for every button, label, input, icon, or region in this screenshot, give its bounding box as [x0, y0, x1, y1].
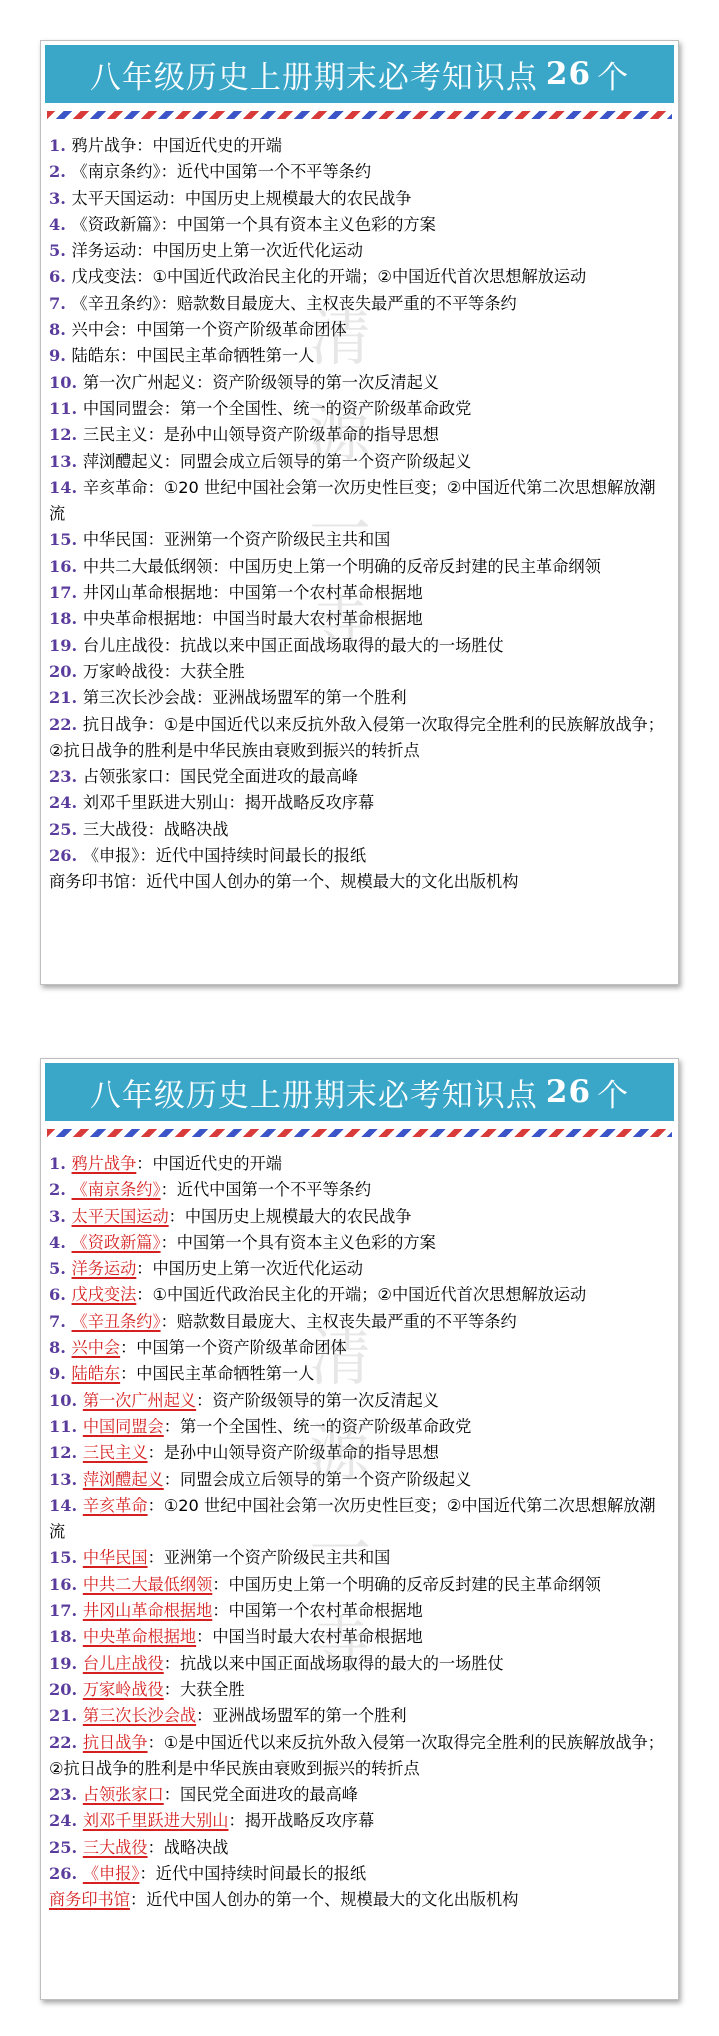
- item-separator: ：: [160, 162, 177, 182]
- title-count: 26: [545, 1074, 592, 1110]
- item-description: ①中国近代政治民主化的开端；②中国近代首次思想解放运动: [152, 1285, 587, 1305]
- knowledge-item: [49, 1282, 670, 1308]
- item-number: 1.: [49, 136, 72, 155]
- item-description: 大获全胜: [179, 1679, 245, 1699]
- item-term: 《辛丑条约》: [71, 1311, 161, 1331]
- knowledge-item: [49, 1230, 670, 1256]
- item-number: 26.: [49, 1864, 83, 1884]
- item-number: 20.: [49, 661, 83, 681]
- item-number: 24.: [49, 793, 83, 813]
- item-separator: ：: [160, 1232, 177, 1252]
- item-description: ①中国近代政治民主化的开端；②中国近代首次思想解放运动: [152, 267, 587, 287]
- item-term: 洋务运动: [71, 241, 137, 261]
- item-separator: ：: [196, 688, 213, 708]
- item-term: 《申报》: [82, 1864, 140, 1884]
- knowledge-item: [49, 1572, 670, 1598]
- item-description: 抗战以来中国正面战场取得的最大的一场胜仗: [179, 635, 504, 655]
- item-description: 中国第一个资产阶级革命团体: [136, 320, 347, 340]
- item-number: 1.: [49, 1154, 72, 1173]
- knowledge-item: [49, 1414, 670, 1440]
- item-number: 10.: [49, 1390, 83, 1410]
- item-separator: ：: [163, 661, 180, 681]
- item-description: 资产阶级领导的第一次反清起义: [212, 1390, 439, 1410]
- item-separator: ：: [163, 635, 180, 655]
- knowledge-item: [49, 133, 670, 159]
- item-separator: ：: [163, 1653, 180, 1673]
- item-description: 中国历史上第一次近代化运动: [152, 241, 363, 261]
- knowledge-item: [49, 475, 670, 528]
- knowledge-item: [49, 1256, 670, 1282]
- item-description: 国民党全面进攻的最高峰: [179, 1785, 358, 1805]
- knowledge-item: [49, 606, 670, 632]
- item-term: 《南京条约》: [71, 162, 161, 182]
- item-description: 中国历史上第一个明确的反帝反封建的民主革命纲领: [228, 556, 601, 576]
- item-term: 中国同盟会: [82, 398, 164, 418]
- item-number: 23.: [49, 767, 83, 787]
- item-separator: ：: [212, 1601, 229, 1621]
- knowledge-item: [49, 1335, 670, 1361]
- knowledge-item: [49, 238, 670, 264]
- item-description: ①20 世纪中国社会第一次历史性巨变；②中国近代第二次思想解放潮流: [49, 477, 656, 524]
- knowledge-item: [49, 869, 670, 895]
- item-separator: ：: [147, 819, 164, 839]
- item-term: 抗日战争: [82, 1732, 148, 1752]
- item-term: 《南京条约》: [71, 1180, 161, 1200]
- item-separator: ：: [163, 1416, 180, 1436]
- item-term: 占领张家口: [82, 1785, 164, 1805]
- item-number: 2.: [49, 1180, 72, 1200]
- item-separator: ：: [163, 767, 180, 787]
- item-separator: ：: [147, 530, 164, 550]
- item-term: 三大战役: [82, 819, 148, 839]
- item-separator: ：: [136, 241, 153, 261]
- item-number: 5.: [49, 241, 72, 261]
- item-term: 台儿庄战役: [82, 635, 164, 655]
- item-term: 《申报》: [82, 846, 140, 866]
- item-number: 8.: [49, 320, 72, 340]
- item-description: 亚洲战场盟军的第一个胜利: [212, 1706, 407, 1726]
- item-description: 中国民主革命牺牲第一人: [136, 1364, 315, 1384]
- item-term: 戊戌变法: [71, 1285, 137, 1305]
- item-term: 《资政新篇》: [71, 214, 161, 234]
- knowledge-list-highlighted: [41, 1137, 678, 1914]
- item-number: 22.: [49, 714, 83, 734]
- item-description: 中国第一个资产阶级革命团体: [136, 1338, 347, 1358]
- item-description: 亚洲战场盟军的第一个胜利: [212, 688, 407, 708]
- item-separator: ：: [136, 267, 153, 287]
- item-description: 近代中国人创办的第一个、规模最大的文化出版机构: [146, 1890, 519, 1910]
- item-separator: ：: [120, 1338, 137, 1358]
- knowledge-item: [49, 659, 670, 685]
- knowledge-item: [49, 1177, 670, 1203]
- item-number: 15.: [49, 530, 83, 550]
- item-separator: ：: [147, 1548, 164, 1568]
- title-text: 八年级历史上册期末必考知识点: [89, 59, 538, 96]
- item-number: 4.: [49, 1232, 72, 1252]
- title-text: 八年级历史上册期末必考知识点: [89, 1077, 538, 1114]
- item-description: 赔款数目最庞大、主权丧失最严重的不平等条约: [176, 293, 517, 313]
- item-number: 14.: [49, 1495, 83, 1515]
- item-description: 中国当时最大农村革命根据地: [212, 609, 423, 629]
- item-separator: ：: [136, 136, 153, 155]
- item-term: 萍浏醴起义: [82, 451, 164, 471]
- knowledge-item: [49, 422, 670, 448]
- knowledge-card-plain: [40, 40, 679, 985]
- knowledge-item: [49, 449, 670, 475]
- item-separator: ：: [160, 1311, 177, 1331]
- item-number: 7.: [49, 1311, 72, 1331]
- knowledge-item: [49, 317, 670, 343]
- item-separator: ：: [139, 846, 156, 866]
- item-number: 8.: [49, 1338, 72, 1358]
- item-separator: ：: [147, 1837, 164, 1857]
- item-description: 近代中国持续时间最长的报纸: [155, 846, 367, 866]
- item-description: 中国民主革命牺牲第一人: [136, 346, 315, 366]
- item-description: 近代中国持续时间最长的报纸: [155, 1864, 367, 1884]
- item-number: 25.: [49, 1837, 83, 1857]
- item-description: 赔款数目最庞大、主权丧失最严重的不平等条约: [176, 1311, 517, 1331]
- item-description: 战略决战: [163, 1837, 229, 1857]
- knowledge-item: [49, 1467, 670, 1493]
- item-separator: ：: [196, 1706, 213, 1726]
- knowledge-item: [49, 264, 670, 290]
- item-description: 中国当时最大农村革命根据地: [212, 1627, 423, 1647]
- item-number: 19.: [49, 635, 83, 655]
- item-description: 是孙中山领导资产阶级革命的指导思想: [163, 1443, 439, 1463]
- item-term: 台儿庄战役: [82, 1653, 164, 1673]
- knowledge-item: [49, 790, 670, 816]
- item-separator: ：: [129, 1890, 147, 1910]
- item-number: 25.: [49, 819, 83, 839]
- item-separator: ：: [196, 609, 213, 629]
- item-number: 13.: [49, 1469, 83, 1489]
- item-term: 抗日战争: [82, 714, 148, 734]
- item-description: 中国第一个具有资本主义色彩的方案: [176, 214, 436, 234]
- item-term: 第一次广州起义: [82, 372, 197, 392]
- title-suffix: 个: [597, 59, 630, 96]
- item-number: 10.: [49, 372, 83, 392]
- item-term: 占领张家口: [82, 767, 164, 787]
- item-term: 万家岭战役: [82, 1679, 164, 1699]
- item-term: 刘邓千里跃进大别山: [82, 793, 229, 813]
- item-term: 《资政新篇》: [71, 1232, 161, 1252]
- item-separator: ：: [147, 1443, 164, 1463]
- item-description: 近代中国人创办的第一个、规模最大的文化出版机构: [146, 872, 519, 892]
- item-term: 辛亥革命: [82, 1495, 148, 1515]
- knowledge-item: [49, 159, 670, 185]
- item-description: ①是中国近代以来反抗外敌入侵第一次取得完全胜利的民族解放战争；②抗日战争的胜利是中华民族由衰败到振兴的转折点: [49, 714, 664, 760]
- card-title: [45, 45, 674, 103]
- item-number: 7.: [49, 293, 72, 313]
- knowledge-item: [49, 1624, 670, 1650]
- knowledge-item: [49, 1440, 670, 1466]
- item-separator: ：: [163, 451, 180, 471]
- item-number: 22.: [49, 1732, 83, 1752]
- item-term: 太平天国运动: [71, 188, 169, 208]
- item-number: 15.: [49, 1548, 83, 1568]
- item-number: 20.: [49, 1679, 83, 1699]
- item-term: 鸦片战争: [71, 1154, 137, 1173]
- knowledge-item: [49, 554, 670, 580]
- card-title: [45, 1063, 674, 1121]
- item-description: 中国第一个农村革命根据地: [228, 1601, 423, 1621]
- item-number: 12.: [49, 425, 83, 445]
- item-term: 中共二大最低纲领: [82, 556, 213, 576]
- knowledge-item: [49, 843, 670, 869]
- item-separator: ：: [228, 1811, 245, 1831]
- item-separator: ：: [147, 1732, 164, 1752]
- item-description: 中国历史上规模最大的农民战争: [184, 1206, 412, 1226]
- item-term: 中华民国: [82, 1548, 148, 1568]
- item-separator: ：: [120, 346, 137, 366]
- item-number: 16.: [49, 556, 83, 576]
- item-separator: ：: [147, 714, 164, 734]
- knowledge-item: [49, 1887, 670, 1913]
- item-description: 中国近代史的开端: [152, 1154, 282, 1173]
- item-separator: ：: [196, 372, 213, 392]
- item-description: 战略决战: [163, 819, 229, 839]
- item-separator: ：: [212, 556, 229, 576]
- knowledge-item: [49, 1388, 670, 1414]
- item-description: 第一个全国性、统一的资产阶级革命政党: [179, 398, 472, 418]
- item-term: 井冈山革命根据地: [82, 1601, 213, 1621]
- item-number: 2.: [49, 162, 72, 182]
- item-separator: ：: [160, 214, 177, 234]
- item-number: 17.: [49, 583, 83, 603]
- knowledge-item: [49, 1493, 670, 1546]
- knowledge-card-highlighted: [40, 1058, 679, 2000]
- item-description: 同盟会成立后领导的第一个资产阶级起义: [179, 1469, 472, 1489]
- item-term: 《辛丑条约》: [71, 293, 161, 313]
- knowledge-item: [49, 1808, 670, 1834]
- item-separator: ：: [160, 1180, 177, 1200]
- knowledge-item: [49, 1204, 670, 1230]
- item-term: 刘邓千里跃进大别山: [82, 1811, 229, 1831]
- knowledge-item: [49, 817, 670, 843]
- item-number: 3.: [49, 1206, 72, 1226]
- knowledge-item: [49, 633, 670, 659]
- item-description: 中国近代史的开端: [152, 136, 282, 155]
- item-term: 三民主义: [82, 1443, 148, 1463]
- item-number: 21.: [49, 688, 83, 708]
- item-term: 兴中会: [71, 320, 121, 340]
- knowledge-item: [49, 764, 670, 790]
- item-term: 万家岭战役: [82, 661, 164, 681]
- item-term: 商务印书馆: [49, 872, 130, 892]
- knowledge-item: [49, 186, 670, 212]
- airmail-stripe-divider: [47, 111, 672, 119]
- item-description: ①20 世纪中国社会第一次历史性巨变；②中国近代第二次思想解放潮流: [49, 1495, 656, 1542]
- knowledge-item: [49, 1703, 670, 1729]
- item-description: 抗战以来中国正面战场取得的最大的一场胜仗: [179, 1653, 504, 1673]
- title-count: 26: [545, 56, 592, 92]
- item-number: 16.: [49, 1574, 83, 1594]
- item-term: 第三次长沙会战: [82, 688, 197, 708]
- item-description: 中国第一个具有资本主义色彩的方案: [176, 1232, 436, 1252]
- item-description: 资产阶级领导的第一次反清起义: [212, 372, 439, 392]
- item-separator: ：: [120, 1364, 137, 1384]
- item-number: 18.: [49, 609, 83, 629]
- item-term: 商务印书馆: [49, 1890, 130, 1910]
- item-number: 11.: [49, 398, 83, 418]
- item-description: 近代中国第一个不平等条约: [176, 162, 372, 182]
- knowledge-item: [49, 527, 670, 553]
- item-term: 陆皓东: [71, 346, 121, 366]
- item-description: 中国历史上第一个明确的反帝反封建的民主革命纲领: [228, 1574, 601, 1594]
- item-number: 11.: [49, 1416, 83, 1436]
- item-separator: ：: [139, 1864, 156, 1884]
- knowledge-item: [49, 685, 670, 711]
- knowledge-item: [49, 712, 670, 765]
- item-description: ①是中国近代以来反抗外敌入侵第一次取得完全胜利的民族解放战争；②抗日战争的胜利是中华民族由衰败到振兴的转折点: [49, 1732, 664, 1778]
- item-description: 揭开战略反攻序幕: [244, 793, 375, 813]
- knowledge-item: [49, 370, 670, 396]
- item-term: 鸦片战争: [71, 136, 137, 155]
- item-term: 三民主义: [82, 425, 148, 445]
- item-separator: ：: [212, 1574, 229, 1594]
- item-description: 亚洲第一个资产阶级民主共和国: [163, 530, 391, 550]
- item-separator: ：: [163, 398, 180, 418]
- item-description: 中国历史上规模最大的农民战争: [184, 188, 412, 208]
- knowledge-item: [49, 1545, 670, 1571]
- item-number: 18.: [49, 1627, 83, 1647]
- knowledge-item: [49, 1598, 670, 1624]
- item-separator: ：: [196, 1627, 213, 1647]
- item-number: 3.: [49, 188, 72, 208]
- item-number: 17.: [49, 1601, 83, 1621]
- airmail-stripe-divider: [47, 1129, 672, 1137]
- item-separator: ：: [163, 1679, 180, 1699]
- item-term: 洋务运动: [71, 1259, 137, 1279]
- item-number: 6.: [49, 1285, 72, 1305]
- knowledge-item: [49, 1651, 670, 1677]
- item-term: 第三次长沙会战: [82, 1706, 197, 1726]
- knowledge-list: [41, 119, 678, 896]
- item-term: 太平天国运动: [71, 1206, 169, 1226]
- item-term: 井冈山革命根据地: [82, 583, 213, 603]
- knowledge-item: [49, 580, 670, 606]
- item-term: 辛亥革命: [82, 477, 148, 497]
- item-description: 中国第一个农村革命根据地: [228, 583, 423, 603]
- item-number: 13.: [49, 451, 83, 471]
- item-separator: ：: [168, 1206, 185, 1226]
- item-number: 5.: [49, 1259, 72, 1279]
- item-term: 中共二大最低纲领: [82, 1574, 213, 1594]
- item-separator: ：: [163, 1785, 180, 1805]
- item-number: 9.: [49, 1364, 72, 1384]
- knowledge-item: [49, 1151, 670, 1177]
- item-description: 是孙中山领导资产阶级革命的指导思想: [163, 425, 439, 445]
- item-term: 戊戌变法: [71, 267, 137, 287]
- knowledge-item: [49, 1309, 670, 1335]
- item-separator: ：: [168, 188, 185, 208]
- item-description: 中国历史上第一次近代化运动: [152, 1259, 363, 1279]
- item-separator: ：: [136, 1259, 153, 1279]
- item-separator: ：: [163, 1469, 180, 1489]
- item-description: 大获全胜: [179, 661, 245, 681]
- item-separator: ：: [160, 293, 177, 313]
- item-separator: ：: [196, 1390, 213, 1410]
- knowledge-item: [49, 212, 670, 238]
- item-term: 兴中会: [71, 1338, 121, 1358]
- item-separator: ：: [228, 793, 245, 813]
- item-term: 萍浏醴起义: [82, 1469, 164, 1489]
- item-term: 中国同盟会: [82, 1416, 164, 1436]
- item-number: 24.: [49, 1811, 83, 1831]
- knowledge-item: [49, 1730, 670, 1783]
- item-description: 近代中国第一个不平等条约: [176, 1180, 372, 1200]
- item-number: 6.: [49, 267, 72, 287]
- item-separator: ：: [147, 477, 164, 497]
- item-term: 三大战役: [82, 1837, 148, 1857]
- knowledge-item: [49, 1782, 670, 1808]
- item-separator: ：: [147, 425, 164, 445]
- knowledge-item: [49, 1835, 670, 1861]
- item-term: 中华民国: [82, 530, 148, 550]
- item-number: 9.: [49, 346, 72, 366]
- item-separator: ：: [129, 872, 147, 892]
- item-number: 21.: [49, 1706, 83, 1726]
- item-separator: ：: [212, 583, 229, 603]
- item-separator: ：: [147, 1495, 164, 1515]
- knowledge-item: [49, 343, 670, 369]
- item-term: 陆皓东: [71, 1364, 121, 1384]
- item-description: 国民党全面进攻的最高峰: [179, 767, 358, 787]
- item-number: 12.: [49, 1443, 83, 1463]
- knowledge-item: [49, 396, 670, 422]
- knowledge-item: [49, 1677, 670, 1703]
- item-separator: ：: [136, 1154, 153, 1173]
- item-number: 26.: [49, 846, 83, 866]
- item-description: 亚洲第一个资产阶级民主共和国: [163, 1548, 391, 1568]
- knowledge-item: [49, 291, 670, 317]
- item-term: 中央革命根据地: [82, 1627, 197, 1647]
- title-suffix: 个: [597, 1077, 630, 1114]
- item-number: 14.: [49, 477, 83, 497]
- item-separator: ：: [120, 320, 137, 340]
- item-term: 第一次广州起义: [82, 1390, 197, 1410]
- item-number: 23.: [49, 1785, 83, 1805]
- knowledge-item: [49, 1861, 670, 1887]
- item-number: 4.: [49, 214, 72, 234]
- knowledge-item: [49, 1361, 670, 1387]
- item-term: 中央革命根据地: [82, 609, 197, 629]
- item-separator: ：: [136, 1285, 153, 1305]
- item-description: 第一个全国性、统一的资产阶级革命政党: [179, 1416, 472, 1436]
- item-number: 19.: [49, 1653, 83, 1673]
- item-description: 同盟会成立后领导的第一个资产阶级起义: [179, 451, 472, 471]
- item-description: 揭开战略反攻序幕: [244, 1811, 375, 1831]
